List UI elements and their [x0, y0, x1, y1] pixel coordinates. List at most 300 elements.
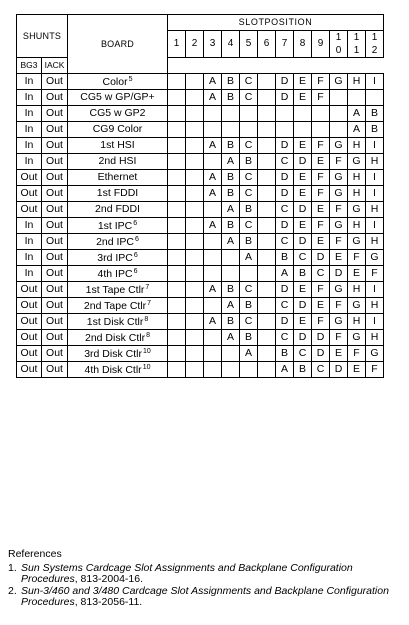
slot-cell — [186, 362, 204, 378]
slot-cell: C — [276, 298, 294, 314]
slot-cell: A — [348, 106, 366, 122]
slot-cell: E — [348, 362, 366, 378]
board-name-cell — [68, 346, 168, 362]
slot-cell: C — [240, 90, 258, 106]
slot-cell — [168, 250, 186, 266]
slot-number-header: 9 — [312, 31, 330, 58]
footnote-marker: 10 — [142, 363, 151, 371]
board-name-cell — [68, 170, 168, 186]
slot-cell: B — [366, 122, 384, 138]
slot-cell: D — [294, 154, 312, 170]
bg3-shunt-cell: Out — [17, 170, 42, 186]
slot-cell: B — [222, 74, 240, 90]
reference-title: Sun Systems Cardcage Slot Assignments and Backplane Configuration Procedures — [21, 562, 353, 585]
reference-number: 2. — [8, 585, 17, 597]
board-header: BOARD — [68, 15, 168, 74]
slot-number-digit: 1 — [371, 32, 378, 43]
slot-cell — [186, 266, 204, 282]
board-name-cell — [68, 362, 168, 378]
table-row — [17, 90, 384, 106]
slot-cell — [312, 122, 330, 138]
slot-cell: G — [348, 154, 366, 170]
slot-cell: A — [204, 282, 222, 298]
slot-cell — [330, 122, 348, 138]
slot-cell: A — [204, 90, 222, 106]
slot-cell — [186, 250, 204, 266]
slot-cell — [186, 170, 204, 186]
board-name: 1st Tape Ctlr — [85, 283, 145, 296]
slot-cell: I — [366, 314, 384, 330]
slot-cell: A — [222, 330, 240, 346]
bg3-shunt-cell: Out — [17, 298, 42, 314]
footnote-marker: 8 — [146, 331, 150, 339]
table-row — [17, 298, 384, 314]
board-name-cell — [68, 106, 168, 122]
slot-cell — [258, 250, 276, 266]
slot-cell: A — [222, 154, 240, 170]
slot-cell: F — [312, 218, 330, 234]
slot-cell — [294, 106, 312, 122]
board-name: Color — [102, 75, 128, 88]
slot-cell: G — [348, 298, 366, 314]
slot-cell — [222, 362, 240, 378]
slot-cell: D — [330, 362, 348, 378]
slot-cell — [240, 362, 258, 378]
slot-cell — [258, 266, 276, 282]
slot-cell — [204, 250, 222, 266]
board-name-cell — [68, 154, 168, 170]
reference-number: 1. — [8, 562, 17, 574]
slot-cell: B — [240, 298, 258, 314]
reference-doc-number: , 813-2056-11. — [74, 596, 143, 608]
slot-cell — [168, 154, 186, 170]
references-section — [8, 549, 403, 609]
slot-cell — [186, 314, 204, 330]
table-row — [17, 362, 384, 378]
slot-cell: B — [240, 234, 258, 250]
slot-cell: E — [312, 154, 330, 170]
slot-cell: H — [366, 234, 384, 250]
table-row — [17, 74, 384, 90]
slot-cell: F — [330, 298, 348, 314]
slot-cell: F — [312, 186, 330, 202]
slot-cell — [240, 106, 258, 122]
shunts-header: SHUNTS — [17, 15, 68, 58]
slot-cell: F — [312, 74, 330, 90]
slot-cell: F — [330, 234, 348, 250]
slot-cell: A — [204, 138, 222, 154]
slot-number-header: 6 — [258, 31, 276, 58]
slot-cell — [186, 346, 204, 362]
slot-cell: D — [312, 250, 330, 266]
slot-cell — [186, 154, 204, 170]
board-name-cell — [68, 122, 168, 138]
slot-cell: B — [222, 218, 240, 234]
slot-cell — [258, 106, 276, 122]
slot-cell: D — [276, 314, 294, 330]
bg3-shunt-cell: In — [17, 154, 42, 170]
slot-cell — [168, 234, 186, 250]
bg3-shunt-cell: Out — [17, 346, 42, 362]
iack-shunt-cell: Out — [42, 218, 68, 234]
slot-cell: A — [204, 170, 222, 186]
iack-shunt-cell: Out — [42, 170, 68, 186]
slot-cell: B — [240, 154, 258, 170]
slot-cell: D — [294, 202, 312, 218]
slot-cell: I — [366, 74, 384, 90]
iack-shunt-cell: Out — [42, 346, 68, 362]
table-row — [17, 346, 384, 362]
slot-cell — [186, 218, 204, 234]
slot-cell: G — [366, 346, 384, 362]
slot-cell: F — [330, 330, 348, 346]
slot-cell: I — [366, 282, 384, 298]
slot-cell: B — [294, 362, 312, 378]
board-name-cell — [68, 330, 168, 346]
iack-shunt-cell: Out — [42, 234, 68, 250]
slot-number-header — [348, 31, 366, 58]
slot-number-digit: 1 — [335, 32, 342, 43]
slot-cell: H — [366, 202, 384, 218]
slot-number-header — [330, 31, 348, 58]
slot-cell: H — [348, 282, 366, 298]
iack-shunt-cell: Out — [42, 266, 68, 282]
slot-cell — [258, 314, 276, 330]
board-name: 2nd IPC — [96, 235, 135, 248]
table-row — [17, 138, 384, 154]
slot-cell — [258, 186, 276, 202]
board-name: 4th Disk Ctlr — [84, 363, 142, 376]
slot-cell — [186, 74, 204, 90]
iack-shunt-cell: Out — [42, 250, 68, 266]
board-name: 3rd IPC — [97, 251, 133, 264]
board-name-cell — [68, 250, 168, 266]
bg3-shunt-cell: Out — [17, 186, 42, 202]
slot-cell: C — [240, 314, 258, 330]
slot-cell — [186, 186, 204, 202]
iack-shunt-cell: Out — [42, 330, 68, 346]
slot-cell: F — [312, 90, 330, 106]
bg3-shunt-cell: Out — [17, 330, 42, 346]
slot-cell — [204, 266, 222, 282]
slot-cell: H — [348, 314, 366, 330]
slot-cell — [222, 122, 240, 138]
slot-cell: E — [294, 138, 312, 154]
slot-cell — [258, 202, 276, 218]
slot-cell: C — [312, 266, 330, 282]
board-name-cell — [68, 218, 168, 234]
slot-cell: A — [204, 218, 222, 234]
slot-cell — [204, 122, 222, 138]
slot-cell: B — [222, 314, 240, 330]
slot-cell: G — [330, 218, 348, 234]
table-row — [17, 218, 384, 234]
board-name-cell — [68, 234, 168, 250]
slot-cell: G — [330, 282, 348, 298]
slot-cell: G — [330, 138, 348, 154]
slot-cell — [222, 250, 240, 266]
slot-cell: E — [330, 346, 348, 362]
board-name: CG5 w GP/GP+ — [80, 91, 155, 104]
board-name-cell — [68, 202, 168, 218]
slot-cell: C — [240, 74, 258, 90]
slot-cell: F — [312, 170, 330, 186]
slot-number-header: 2 — [186, 31, 204, 58]
slot-cell: F — [312, 314, 330, 330]
slot-cell: D — [330, 266, 348, 282]
bg3-shunt-cell: In — [17, 106, 42, 122]
slot-cell — [186, 202, 204, 218]
board-name-cell — [68, 186, 168, 202]
slot-cell: A — [222, 202, 240, 218]
slot-cell — [186, 234, 204, 250]
slot-number-digit: 2 — [371, 45, 378, 56]
bg3-shunt-cell: In — [17, 250, 42, 266]
footnote-marker: 6 — [133, 251, 138, 259]
iack-shunt-cell: Out — [42, 186, 68, 202]
slot-cell: A — [240, 250, 258, 266]
slot-number-digit: 1 — [353, 45, 360, 56]
slot-cell: E — [294, 90, 312, 106]
table-row — [17, 122, 384, 138]
slot-cell — [258, 330, 276, 346]
slot-cell — [168, 314, 186, 330]
iack-shunt-cell: Out — [42, 106, 68, 122]
footnote-marker: 5 — [128, 75, 133, 83]
slot-cell — [276, 122, 294, 138]
bg3-shunt-cell: In — [17, 74, 42, 90]
iack-shunt-cell: Out — [42, 202, 68, 218]
slot-cell — [186, 90, 204, 106]
slot-table-body — [17, 74, 384, 378]
slot-cell: I — [366, 218, 384, 234]
slot-cell — [204, 234, 222, 250]
board-name-cell — [68, 74, 168, 90]
slot-cell: A — [276, 266, 294, 282]
footnote-marker: 6 — [135, 235, 139, 243]
slot-cell: C — [240, 218, 258, 234]
slot-cell — [186, 330, 204, 346]
slot-cell: E — [330, 250, 348, 266]
slot-cell: F — [312, 282, 330, 298]
slot-number-header: 7 — [276, 31, 294, 58]
slot-cell — [168, 282, 186, 298]
slot-cell: G — [348, 202, 366, 218]
slot-cell: B — [222, 170, 240, 186]
slot-cell: D — [276, 282, 294, 298]
iack-shunt-cell: Out — [42, 138, 68, 154]
iack-shunt-cell: Out — [42, 74, 68, 90]
table-row — [17, 154, 384, 170]
board-name-cell — [68, 138, 168, 154]
bg3-shunt-cell: Out — [17, 282, 42, 298]
slot-cell: C — [294, 250, 312, 266]
slot-number-header: 3 — [204, 31, 222, 58]
bg3-shunt-cell: In — [17, 138, 42, 154]
slot-cell: D — [276, 74, 294, 90]
slot-cell: C — [240, 138, 258, 154]
bg3-shunt-cell: Out — [17, 362, 42, 378]
board-name-cell — [68, 298, 168, 314]
slot-number-header: 5 — [240, 31, 258, 58]
slot-cell: C — [240, 282, 258, 298]
slot-cell: A — [204, 314, 222, 330]
slot-cell — [258, 346, 276, 362]
iack-shunt-cell: Out — [42, 362, 68, 378]
bg3-shunt-cell: In — [17, 122, 42, 138]
board-name: CG5 w GP2 — [89, 107, 146, 120]
slot-cell: G — [330, 314, 348, 330]
slot-cell — [168, 138, 186, 154]
table-row — [17, 186, 384, 202]
bg3-header: BG3 — [17, 58, 42, 74]
slot-cell — [240, 266, 258, 282]
slot-cell — [258, 122, 276, 138]
slot-cell: G — [366, 250, 384, 266]
footnote-marker: 6 — [133, 219, 138, 227]
reference-doc-number: , 813-2004-16. — [74, 573, 144, 585]
slot-cell — [168, 90, 186, 106]
slot-cell — [204, 362, 222, 378]
slot-cell — [348, 90, 366, 106]
slot-cell — [204, 298, 222, 314]
table-row — [17, 170, 384, 186]
slot-cell — [258, 170, 276, 186]
slot-cell: H — [366, 154, 384, 170]
slot-cell: E — [294, 282, 312, 298]
slot-number-header — [366, 31, 384, 58]
iack-shunt-cell: Out — [42, 90, 68, 106]
slot-cell: I — [366, 138, 384, 154]
slot-cell: H — [348, 138, 366, 154]
slot-cell: A — [204, 186, 222, 202]
slot-cell: D — [312, 346, 330, 362]
slot-cell — [276, 106, 294, 122]
slot-cell: E — [312, 202, 330, 218]
slot-cell — [186, 282, 204, 298]
iack-shunt-cell: Out — [42, 314, 68, 330]
slot-cell: H — [348, 170, 366, 186]
footnote-marker: 10 — [142, 347, 151, 355]
slot-cell: D — [276, 186, 294, 202]
reference-item — [8, 563, 403, 585]
slot-cell: E — [294, 186, 312, 202]
slot-cell: B — [222, 186, 240, 202]
slot-cell: H — [348, 74, 366, 90]
table-row — [17, 266, 384, 282]
slot-cell: D — [276, 90, 294, 106]
slot-cell: C — [276, 154, 294, 170]
iack-shunt-cell: Out — [42, 298, 68, 314]
slot-cell: D — [312, 330, 330, 346]
bg3-shunt-cell: Out — [17, 202, 42, 218]
slot-cell: A — [348, 122, 366, 138]
slot-cell: G — [330, 170, 348, 186]
slot-cell: E — [312, 234, 330, 250]
slot-cell — [204, 154, 222, 170]
iack-shunt-cell: Out — [42, 154, 68, 170]
slot-cell — [330, 106, 348, 122]
slot-cell: B — [366, 106, 384, 122]
slot-cell: D — [276, 218, 294, 234]
slot-cell: E — [294, 74, 312, 90]
slot-number-header: 8 — [294, 31, 312, 58]
slot-cell: F — [312, 138, 330, 154]
slot-cell — [168, 330, 186, 346]
slot-cell: B — [222, 282, 240, 298]
slot-cell: A — [276, 362, 294, 378]
table-row — [17, 330, 384, 346]
board-name-cell — [68, 282, 168, 298]
slot-cell — [366, 90, 384, 106]
slot-cell: C — [240, 170, 258, 186]
slot-cell — [168, 122, 186, 138]
slot-cell: C — [276, 202, 294, 218]
slot-cell: F — [330, 154, 348, 170]
table-row — [17, 234, 384, 250]
slot-cell — [240, 122, 258, 138]
slot-cell — [168, 346, 186, 362]
slot-cell: C — [276, 234, 294, 250]
footnote-marker: 7 — [147, 299, 152, 307]
board-name: 2nd Tape Ctlr — [83, 299, 147, 312]
slot-cell — [186, 298, 204, 314]
slot-cell: B — [222, 138, 240, 154]
reference-title: Sun-3/460 and 3/480 Cardcage Slot Assignments and Backplane Configuration Procedures — [21, 585, 389, 608]
slot-cell: F — [366, 362, 384, 378]
slot-cell — [258, 298, 276, 314]
footnote-marker: 7 — [145, 283, 150, 291]
slot-cell — [168, 106, 186, 122]
slot-cell — [168, 74, 186, 90]
slot-cell — [330, 90, 348, 106]
slot-cell: F — [348, 250, 366, 266]
slot-cell: D — [294, 234, 312, 250]
slot-cell: I — [366, 170, 384, 186]
board-name: 2nd Disk Ctlr — [84, 331, 146, 344]
slot-cell: C — [276, 330, 294, 346]
slot-cell — [258, 74, 276, 90]
iack-shunt-cell: Out — [42, 282, 68, 298]
slot-cell: D — [276, 170, 294, 186]
footnote-marker: 8 — [144, 315, 149, 323]
slot-number-header: 1 — [168, 31, 186, 58]
slot-cell — [168, 362, 186, 378]
slot-cell: A — [240, 346, 258, 362]
slot-cell: A — [204, 74, 222, 90]
bg3-shunt-cell: Out — [17, 314, 42, 330]
slot-cell: F — [348, 346, 366, 362]
slot-cell: B — [276, 346, 294, 362]
slot-number-header: 4 — [222, 31, 240, 58]
board-name: 2nd HSI — [98, 155, 137, 168]
slot-cell — [222, 346, 240, 362]
board-name: 4th IPC — [97, 267, 133, 280]
slot-cell: C — [240, 186, 258, 202]
slot-cell — [258, 362, 276, 378]
slot-cell — [258, 234, 276, 250]
slotposition-header: SLOTPOSITION — [168, 15, 384, 31]
slot-cell — [204, 106, 222, 122]
slot-cell: E — [294, 170, 312, 186]
slot-cell: H — [366, 298, 384, 314]
slot-cell: C — [294, 346, 312, 362]
bg3-shunt-cell: In — [17, 90, 42, 106]
slot-cell — [168, 186, 186, 202]
slot-cell: G — [348, 330, 366, 346]
board-name: 1st IPC — [97, 219, 133, 232]
board-name-cell — [68, 90, 168, 106]
